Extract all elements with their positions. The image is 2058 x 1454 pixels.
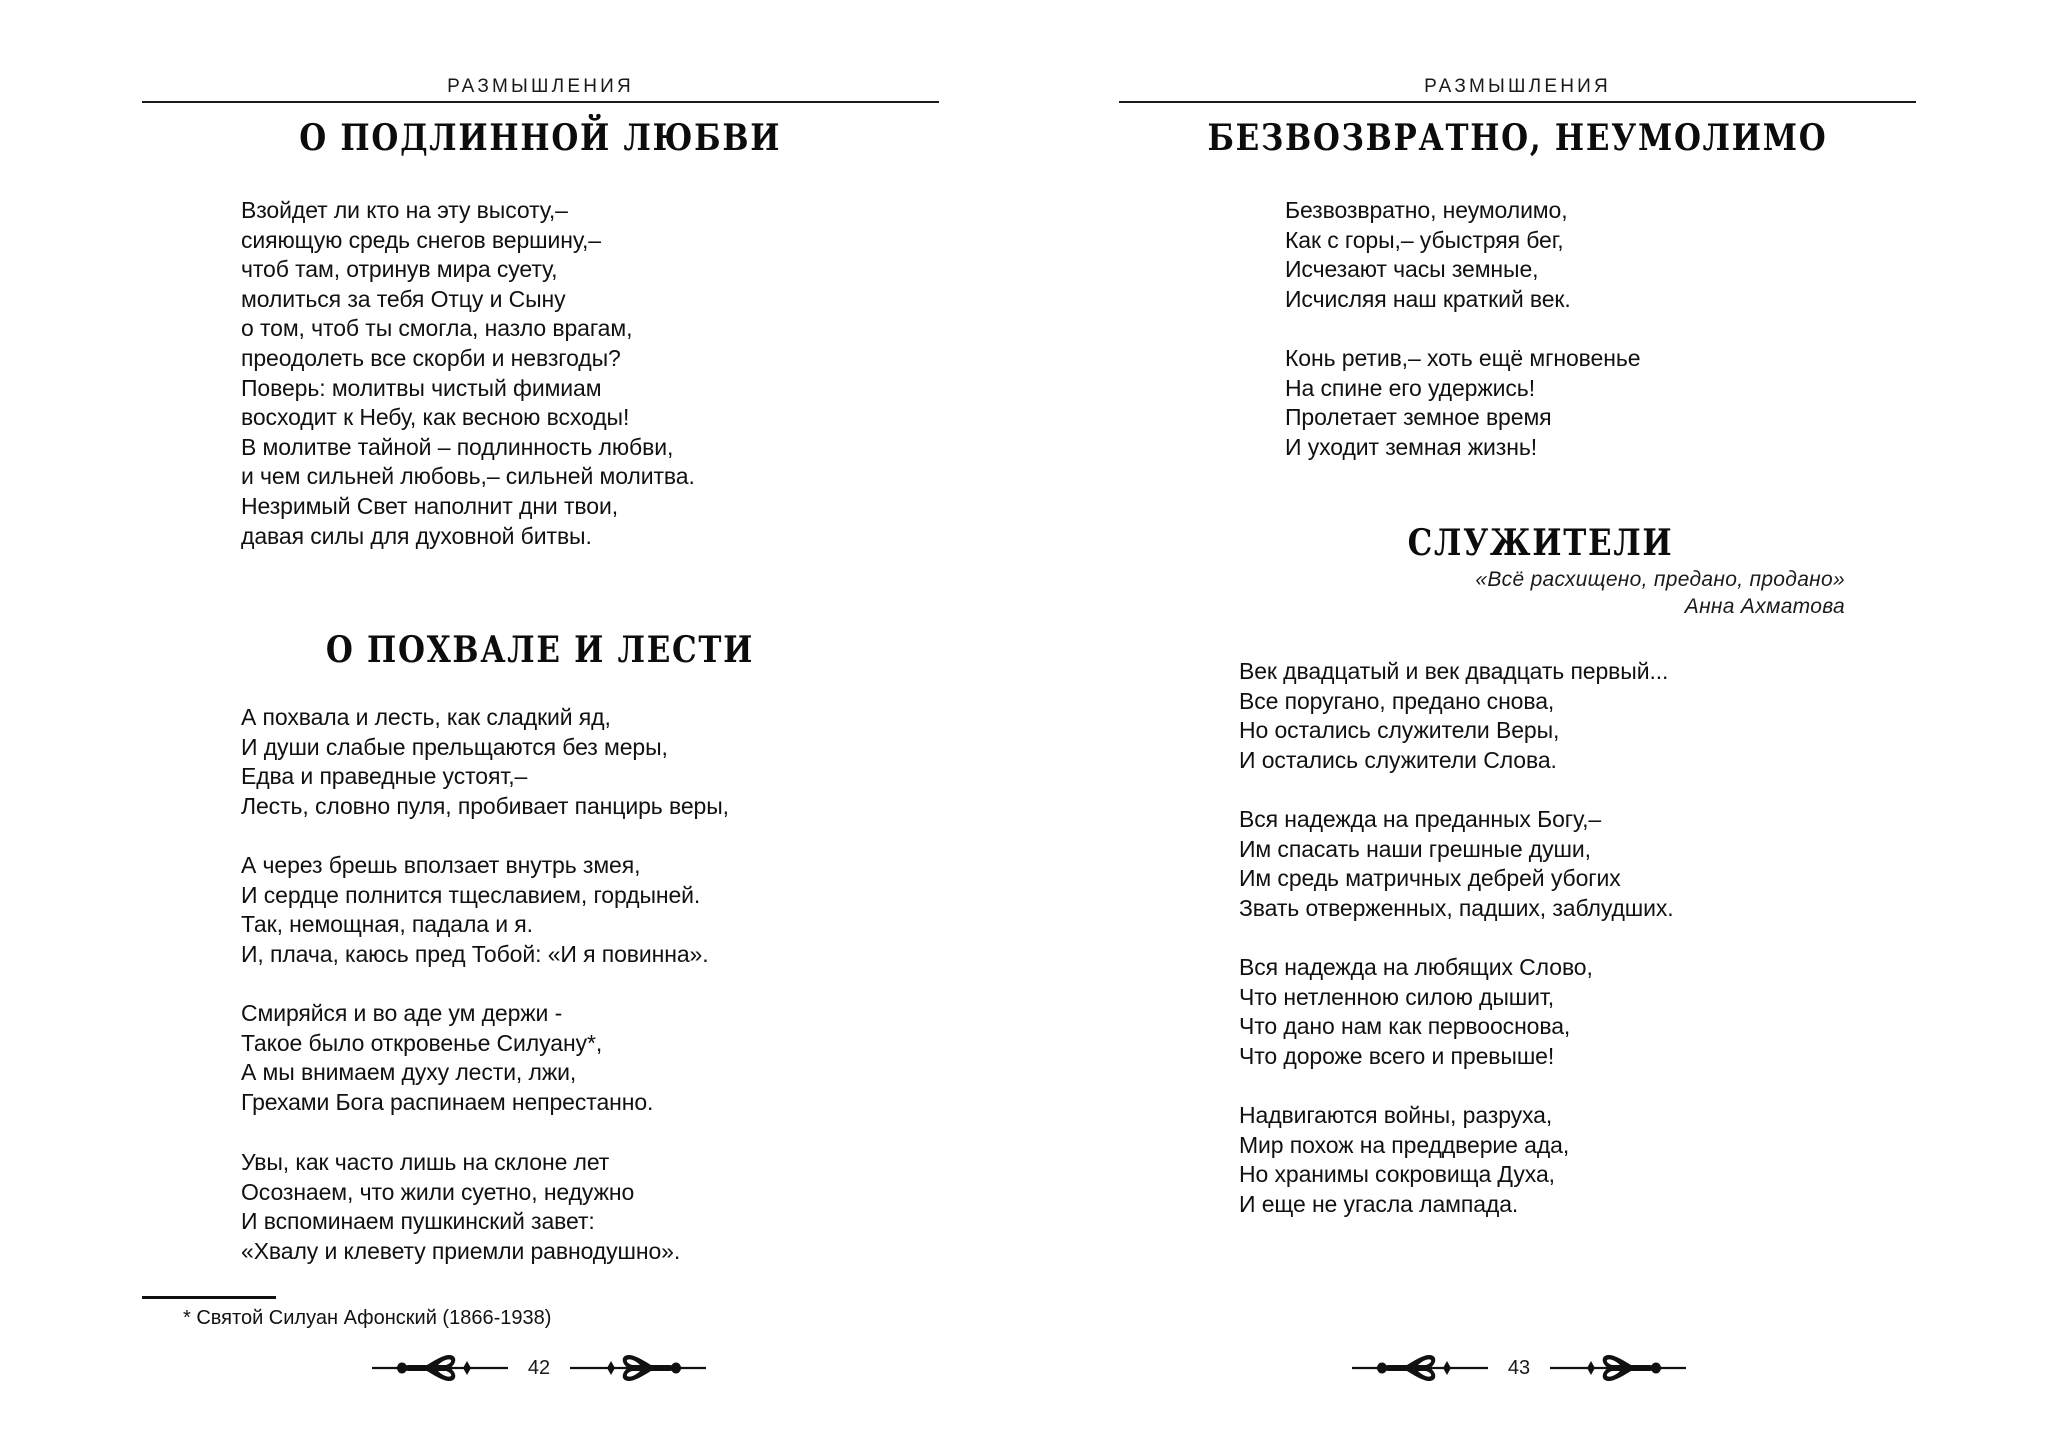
verse-line: Исчезают часы земные, <box>1285 256 1539 283</box>
epigraph-quote: «Всё расхищено, предано, продано» <box>1475 568 1845 591</box>
verse-line: Исчисляя наш краткий век. <box>1285 285 1571 312</box>
verse-line: молиться за тебя Отцу и Сыну <box>241 285 566 312</box>
header-rule <box>1119 101 1916 103</box>
verse-line: Но остались служители Веры, <box>1239 717 1560 744</box>
stanza <box>241 1148 680 1266</box>
verse-line: чтоб там, отринув мира суету, <box>241 256 558 283</box>
stanza <box>1285 196 1571 314</box>
verse-line: И, плача, каюсь пред Тобой: «И я повинна». <box>241 940 709 967</box>
verse-line: Лесть, словно пуля, пробивает панцирь веры, <box>241 792 729 819</box>
page-number: 43 <box>1507 1356 1531 1379</box>
verse-line: Осознаем, что жили суетно, недужно <box>241 1178 635 1205</box>
verse-line: И души слабые прельщаются без меры, <box>241 733 668 760</box>
verse-line: И еще не угасла лампада. <box>1239 1190 1519 1217</box>
stanza <box>1239 953 1593 1071</box>
poem-title-text: О ПОХВАЛЕ И ЛЕСТИ <box>326 629 755 671</box>
stanza <box>241 196 695 551</box>
running-head: РАЗМЫШЛЕНИЯ <box>1424 76 1611 97</box>
footnote-rule <box>142 1296 276 1299</box>
fleuron-right-icon <box>1550 1352 1686 1384</box>
fleuron-right-icon <box>570 1352 706 1384</box>
verse-line: Так, немощная, падала и я. <box>241 911 533 938</box>
verse-line: давая силы для духовной битвы. <box>241 522 592 549</box>
poem-title <box>1119 118 1916 158</box>
verse-line: Как с горы,– убыстряя бег, <box>1285 226 1564 253</box>
footnote: * Святой Силуан Афонский (1866-1938) <box>183 1307 552 1329</box>
poem-title <box>142 118 939 158</box>
verse-line: Конь ретив,– хоть ещё мгновенье <box>1285 345 1641 371</box>
running-head: РАЗМЫШЛЕНИЯ <box>447 76 634 97</box>
verse-line: Надвигаются войны, разруха, <box>1239 1102 1553 1128</box>
verse-line: восходит к Небу, как весною всходы! <box>241 404 630 431</box>
verse-line: Звать отверженных, падших, заблудших. <box>1239 894 1674 921</box>
verse-line: В молитве тайной – подлинность любви, <box>241 433 674 460</box>
poem-title <box>1386 522 1674 564</box>
epigraph-author: Анна Ахматова <box>1684 595 1845 618</box>
verse-line: И вспоминаем пушкинский завет: <box>241 1208 595 1235</box>
verse-line: Смиряйся и во аде ум держи - <box>241 1000 563 1026</box>
stanza <box>1239 805 1674 923</box>
poem-title-text: О ПОДЛИННОЙ ЛЮБВИ <box>299 117 782 159</box>
verse-line: Взойдет ли кто на эту высоту,– <box>241 197 568 223</box>
stanza <box>241 703 729 821</box>
verse-line: Вся надежда на любящих Слово, <box>1239 954 1593 980</box>
verse-line: сияющую средь снегов вершину,– <box>241 226 601 253</box>
verse-line: И уходит земная жизнь! <box>1285 433 1538 460</box>
verse-line: Век двадцатый и век двадцать первый... <box>1239 658 1669 684</box>
verse-line: Вся надежда на преданных Богу,– <box>1239 806 1602 832</box>
verse-line: Что нетленною силою дышит, <box>1239 983 1555 1010</box>
verse-line: Грехами Бога распинаем непрестанно. <box>241 1088 654 1115</box>
verse-line: Безвозвратно, неумолимо, <box>1285 197 1568 223</box>
verse-line: Но хранимы сокровища Духа, <box>1239 1161 1555 1188</box>
verse-line: И остались служители Слова. <box>1239 746 1557 773</box>
poem-title-text: СЛУЖИТЕЛИ <box>1407 522 1674 564</box>
verse-line: Такое было откровенье Силуану*, <box>241 1029 603 1056</box>
verse-line: Мир похож на преддверие ада, <box>1239 1131 1570 1158</box>
fleuron-left-icon <box>372 1352 508 1384</box>
verse-line: Поверь: молитвы чистый фимиам <box>241 374 602 401</box>
verse-line: и чем сильней любовь,– сильней молитва. <box>241 463 695 490</box>
verse-line: А похвала и лесть, как сладкий яд, <box>241 704 611 730</box>
verse-line: А мы внимаем духу лести, лжи, <box>241 1059 577 1086</box>
stanza <box>1285 344 1640 462</box>
verse-line: Что дано нам как первооснова, <box>1239 1013 1571 1040</box>
page-43 <box>1119 0 1916 1454</box>
header-rule <box>142 101 939 103</box>
verse-line: А через брешь вползает внутрь змея, <box>241 852 641 878</box>
stanza <box>241 999 653 1117</box>
verse-line: Увы, как часто лишь на склоне лет <box>241 1149 610 1175</box>
page-folio <box>1352 1352 1686 1384</box>
verse-line: Незримый Свет наполнит дни твои, <box>241 492 618 519</box>
verse-line: о том, чтоб ты смогла, назло врагам, <box>241 315 633 342</box>
verse-line: Что дороже всего и превыше! <box>1239 1042 1555 1069</box>
verse-line: преодолеть все скорби и невзгоды? <box>241 344 621 371</box>
fleuron-left-icon <box>1352 1352 1488 1384</box>
page-folio <box>372 1352 706 1384</box>
verse-line: Все поругано, предано снова, <box>1239 687 1555 714</box>
page-42 <box>142 0 939 1454</box>
stanza <box>241 851 709 969</box>
epigraph <box>1349 566 1845 620</box>
poem-title <box>142 630 939 670</box>
poem-title-text: БЕЗВОЗВРАТНО, НЕУМОЛИМО <box>1207 117 1828 159</box>
verse-line: Едва и праведные устоят,– <box>241 763 528 790</box>
stanza <box>1239 1101 1569 1219</box>
stanza <box>1239 657 1668 775</box>
verse-line: Им средь матричных дебрей убогих <box>1239 865 1621 892</box>
verse-line: Пролетает земное время <box>1285 404 1552 431</box>
page-number: 42 <box>527 1356 551 1379</box>
verse-line: И сердце полнится тщеславием, гордыней. <box>241 881 701 908</box>
verse-line: «Хвалу и клевету приемли равнодушно». <box>241 1237 681 1264</box>
verse-line: На спине его удержись! <box>1285 374 1535 401</box>
verse-line: Им спасать наши грешные души, <box>1239 835 1591 862</box>
